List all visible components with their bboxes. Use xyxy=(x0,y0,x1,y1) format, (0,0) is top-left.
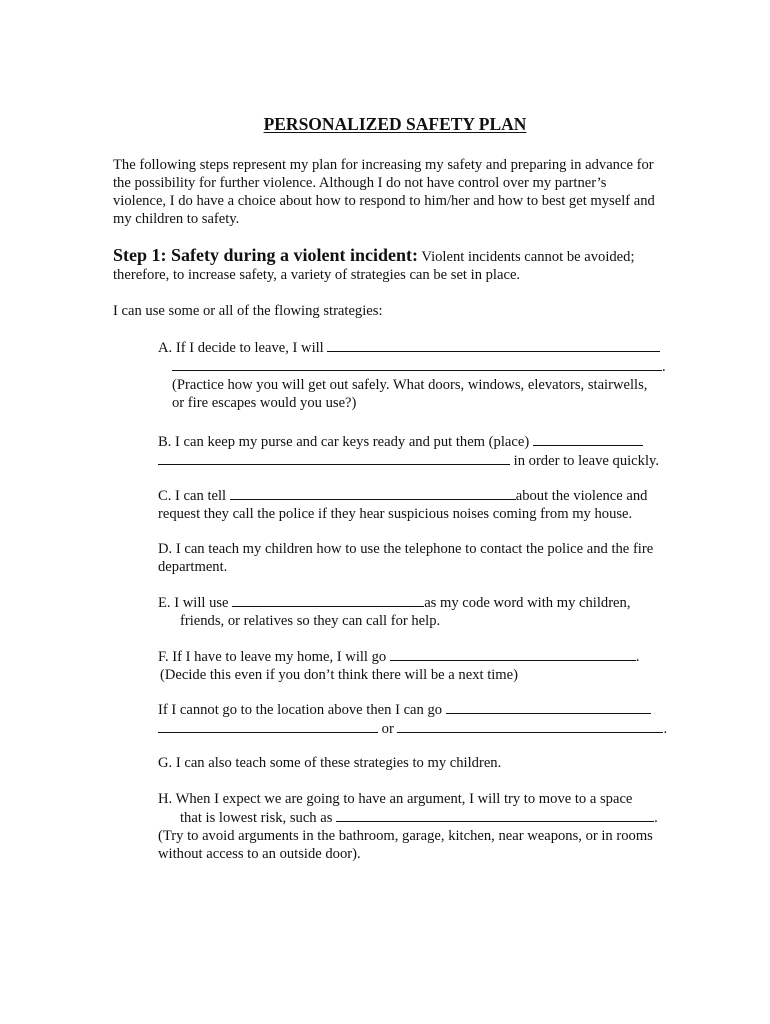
item-e-text-start: E. I will use xyxy=(158,595,233,611)
item-e-line2: friends, or relatives so they can call for help. xyxy=(180,613,441,629)
alt-blank-1[interactable] xyxy=(446,700,651,714)
item-a-period: . xyxy=(662,359,666,375)
item-f-blank[interactable] xyxy=(390,647,636,661)
intro-line: violence, I do have a choice about how to respond to him/her and how to best get myself and xyxy=(113,193,655,209)
item-a-note-line2: or fire escapes would you use?) xyxy=(172,395,357,411)
item-f xyxy=(158,647,678,684)
alt-blank-2[interactable] xyxy=(158,719,378,733)
alt-or: or xyxy=(378,721,398,737)
item-b-text-end: in order to leave quickly. xyxy=(510,453,659,469)
step1-heading: Step 1: Safety during a violent incident: xyxy=(113,245,419,265)
item-b xyxy=(158,432,678,470)
item-b-blank-2[interactable] xyxy=(158,451,510,465)
item-g-line1: G. I can also teach some of these strategies to my children. xyxy=(158,755,502,771)
step1-text-line2: therefore, to increase safety, a variety of strategies can be set in place. xyxy=(113,267,521,283)
alt-blank-3[interactable] xyxy=(397,719,663,733)
item-c-line2: request they call the police if they hear suspicious noises coming from my house. xyxy=(158,506,633,522)
item-d-line2: department. xyxy=(158,559,228,575)
item-h-line1: H. When I expect we are going to have an argument, I will try to move to a space xyxy=(158,791,633,807)
item-b-text: B. I can keep my purse and car keys ready and put them (place) xyxy=(158,434,530,450)
item-h-text-start: that is lowest risk, such as xyxy=(180,810,337,826)
item-h-blank[interactable] xyxy=(336,808,654,822)
item-d-line1: D. I can teach my children how to use the telephone to contact the police and the fire xyxy=(158,541,654,557)
item-g xyxy=(158,754,678,772)
item-h-note-line1: (Try to avoid arguments in the bathroom, garage, kitchen, near weapons, or in rooms xyxy=(158,828,653,844)
item-e-text-end: as my code word with my children, xyxy=(424,595,631,611)
step1-text: Violent incidents cannot be avoided; xyxy=(421,249,635,265)
item-e xyxy=(158,593,678,630)
step1-section xyxy=(113,246,693,284)
item-c-text-start: C. I can tell xyxy=(158,488,230,504)
item-f-note: (Decide this even if you don’t think there will be a next time) xyxy=(160,667,518,683)
page-title: PERSONALIZED SAFETY PLAN xyxy=(263,114,527,134)
item-h-period: . xyxy=(654,810,658,826)
item-a-note-line1: (Practice how you will get out safely. What doors, windows, elevators, stairwells, xyxy=(172,377,648,393)
item-a-text: A. If I decide to leave, I will xyxy=(158,340,324,356)
strategies-intro: I can use some or all of the flowing strategies: xyxy=(113,303,383,319)
intro-line: The following steps represent my plan for increasing my safety and preparing in advance for xyxy=(113,157,654,173)
item-b-blank-1[interactable] xyxy=(533,432,643,446)
item-a xyxy=(158,338,678,412)
intro-line: the possibility for further violence. Although I do not have control over my partner’s xyxy=(113,175,607,191)
item-h xyxy=(158,790,678,863)
item-a-blank-1[interactable] xyxy=(327,338,660,352)
item-h-note-line2: without access to an outside door). xyxy=(158,846,361,862)
intro-paragraph xyxy=(113,156,683,228)
item-c-text-end: about the violence and xyxy=(515,488,648,504)
item-f-text-start: F. If I have to leave my home, I will go xyxy=(158,649,390,665)
item-c xyxy=(158,486,678,523)
alt-period: . xyxy=(663,721,668,737)
item-d xyxy=(158,540,678,576)
item-alternate-location xyxy=(158,700,678,738)
item-f-period: . xyxy=(635,649,640,665)
item-e-blank[interactable] xyxy=(232,593,424,607)
alt-text: If I cannot go to the location above then I can go xyxy=(158,702,446,718)
item-a-blank-2[interactable] xyxy=(172,357,662,371)
intro-line: my children to safety. xyxy=(113,211,240,227)
item-c-blank[interactable] xyxy=(230,486,516,500)
